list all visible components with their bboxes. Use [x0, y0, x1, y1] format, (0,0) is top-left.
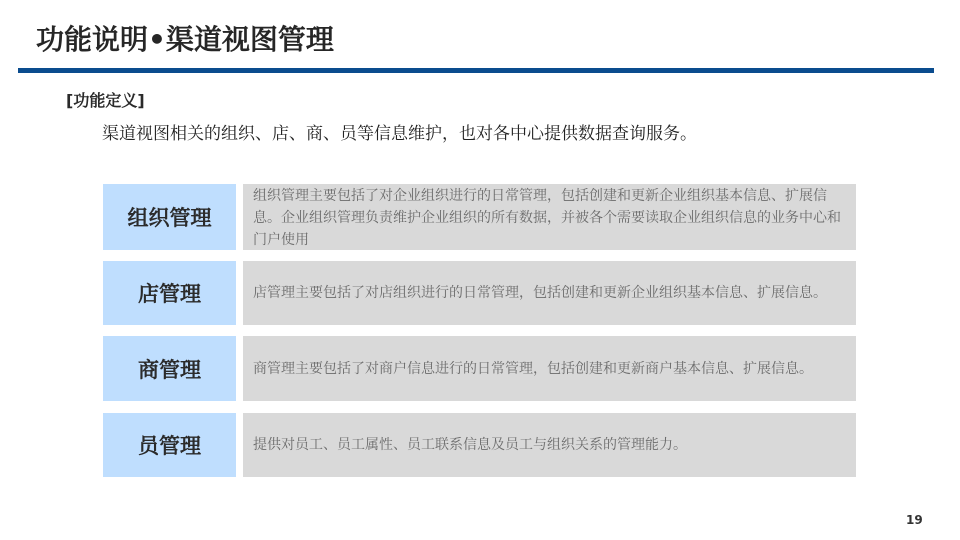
slide-title: 功能说明•渠道视图管理 — [36, 23, 334, 56]
row-label: 商管理 — [103, 336, 236, 401]
definition-text: 渠道视图相关的组织、店、商、员等信息维护，也对各中心提供数据查询服务。 — [102, 124, 697, 144]
section-label: [功能定义] — [66, 91, 145, 110]
row-description: 店管理主要包括了对店组织进行的日常管理，包括创建和更新企业组织基本信息、扩展信息。 — [253, 285, 827, 301]
row-description-box — [243, 261, 856, 325]
row-label: 员管理 — [103, 413, 236, 477]
page-number: 19 — [906, 513, 923, 527]
function-row-store — [103, 261, 856, 325]
row-description-box — [243, 413, 856, 477]
row-description: 商管理主要包括了对商户信息进行的日常管理，包括创建和更新商户基本信息、扩展信息。 — [253, 360, 813, 377]
row-label: 店管理 — [103, 261, 236, 325]
row-description: 组织管理主要包括了对企业组织进行的日常管理，包括创建和更新企业组织基本信息、扩展信息。企业组织管理负责维护企业组织的所有数据，并被各个需要读取企业组织信息的业务中心和门户使用 — [253, 188, 841, 248]
row-description-box — [243, 184, 856, 250]
row-label: 组织管理 — [103, 184, 236, 250]
function-row-staff — [103, 413, 856, 477]
row-description-box — [243, 336, 856, 401]
row-description: 提供对员工、员工属性、员工联系信息及员工与组织关系的管理能力。 — [253, 437, 687, 453]
function-row-organization — [103, 184, 856, 250]
title-divider — [18, 68, 934, 73]
function-row-merchant — [103, 336, 856, 401]
